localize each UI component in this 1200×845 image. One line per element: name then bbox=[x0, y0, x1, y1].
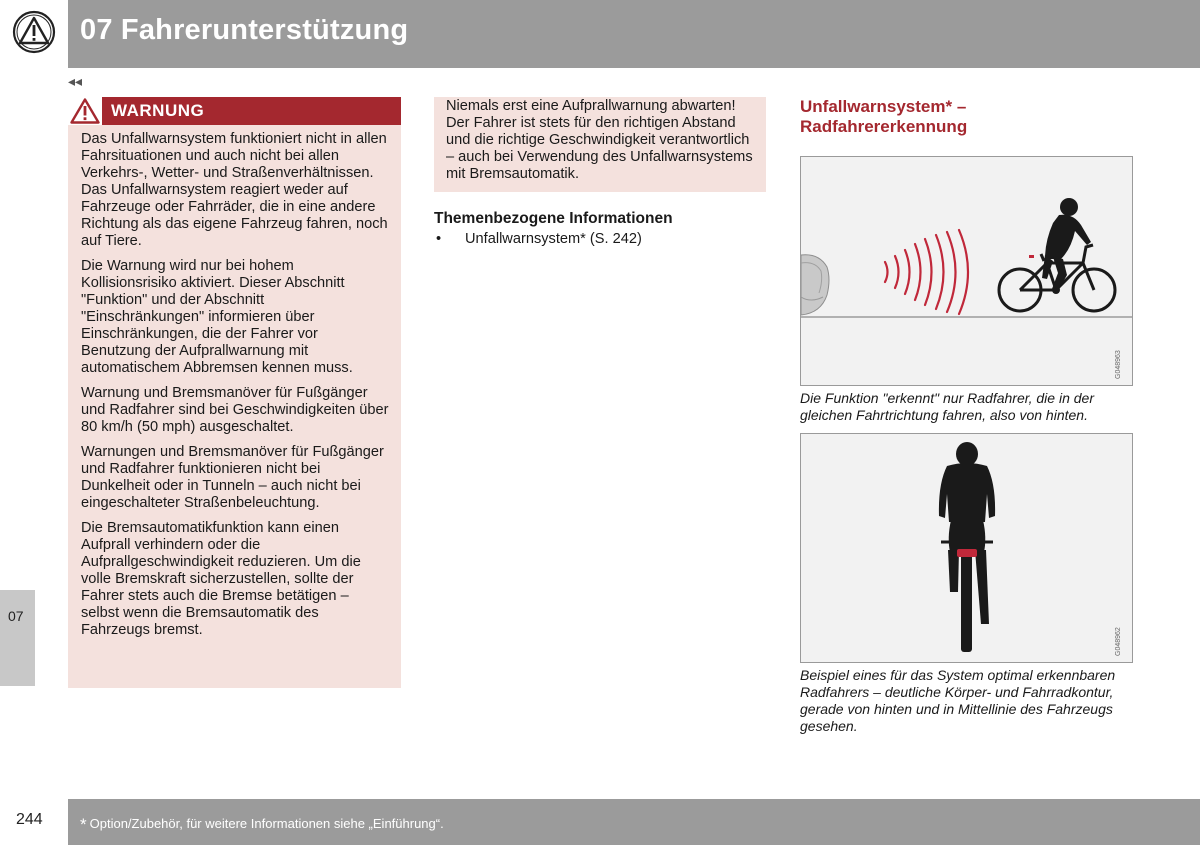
figure-code: G048963 bbox=[1115, 350, 1122, 379]
warning-continuation-box bbox=[434, 97, 766, 192]
warning-box bbox=[68, 97, 401, 688]
related-info-link[interactable]: Unfallwarnsystem* (S. 242) bbox=[465, 231, 642, 247]
warning-paragraph: Die Warnung wird nur bei hohem Kollisionsrisiko aktiviert. Dieser Abschnitt "Funktion" und der Abschnitt "Einschränkungen" informieren über Einschränkungen, die der Fahrer vor Benutzung der Aufprallwarnung mit automatischem Abbremsen kennen muss. bbox=[81, 258, 353, 376]
warning-continuation-text: Niemals erst eine Aufprallwarnung abwarten! Der Fahrer ist stets für den richtigen Abstand und die richtige Geschwindigkeit verantwortlich – auch bei Verwendung des Unfallwarnsystems mit Bremsautomatik. bbox=[446, 98, 753, 182]
page-number: 244 bbox=[16, 811, 43, 828]
footnote-text: Option/Zubehör, für weitere Informationen siehe „Einführung“. bbox=[89, 816, 444, 831]
header-icon-area bbox=[0, 0, 68, 68]
warning-paragraph: Warnung und Bremsmanöver für Fußgänger und Radfahrer sind bei Geschwindigkeiten über 80 km/h (50 mph) ausgeschaltet. bbox=[81, 385, 389, 435]
chapter-title: 07 Fahrerunterstützung bbox=[80, 14, 409, 46]
chapter-side-tab[interactable] bbox=[0, 590, 35, 686]
figure-cyclist-rear bbox=[800, 433, 1133, 663]
related-info-title: Themenbezogene Informationen bbox=[434, 210, 673, 227]
warning-body bbox=[81, 131, 389, 647]
cyclist-rear-illustration bbox=[801, 434, 1132, 662]
footnote-star: * bbox=[80, 815, 87, 834]
warning-label: WARNUNG bbox=[111, 101, 205, 120]
figure-code: G048962 bbox=[1115, 627, 1122, 656]
section-title-line: Unfallwarnsystem* – bbox=[800, 97, 967, 116]
warning-triangle-icon bbox=[70, 98, 100, 124]
related-info-item[interactable] bbox=[434, 231, 642, 247]
footnote bbox=[80, 813, 444, 833]
figure-caption: Die Funktion "erkennt" nur Radfahrer, die in der gleichen Fahrtrichtung fahren, also von hinten. bbox=[800, 390, 1094, 423]
section-title bbox=[800, 97, 1140, 137]
warning-paragraph: Das Unfallwarnsystem funktioniert nicht in allen Fahrsituationen und auch nicht bei allen Verkehrs-, Wetter- und Straßenverhältnissen. Das Unfallwarnsystem reagiert weder auf Fahrzeuge oder Fahrräder, die in eine andere Richtung als das eigene Fahrzeug fahren, noch auf Tiere. bbox=[81, 131, 388, 249]
figure-caption: Beispiel eines für das System optimal erkennbaren Radfahrers – deutliche Körper- und Fahrradkontur, gerade von hinten und in Mittellinie des Fahrzeugs gesehen. bbox=[800, 667, 1116, 734]
warning-paragraph: Die Bremsautomatikfunktion kann einen Aufprall verhindern oder die Aufprallgeschwindigkeit reduzieren. Um die volle Bremskraft sicherzustellen, sollte der Fahrer stets auch die Bremse betätigen – selbst wenn die Bremsautomatik des Fahrzeugs bremst. bbox=[81, 520, 361, 638]
figure-cyclist-side bbox=[800, 156, 1133, 386]
back-arrows-icon[interactable]: ◂◂ bbox=[68, 73, 83, 89]
cyclist-side-illustration bbox=[801, 157, 1132, 385]
chapter-side-tab-label: 07 bbox=[8, 608, 24, 624]
warning-header bbox=[68, 97, 401, 125]
bullet-icon: • bbox=[436, 231, 442, 247]
warning-paragraph: Warnungen und Bremsmanöver für Fußgänger und Radfahrer funktionieren nicht bei Dunkelheit oder in Tunneln – auch nicht bei eingeschalteter Straßenbeleuchtung. bbox=[81, 444, 384, 511]
warning-circle-icon bbox=[12, 10, 56, 54]
section-title-line: Radfahrererkennung bbox=[800, 117, 968, 136]
